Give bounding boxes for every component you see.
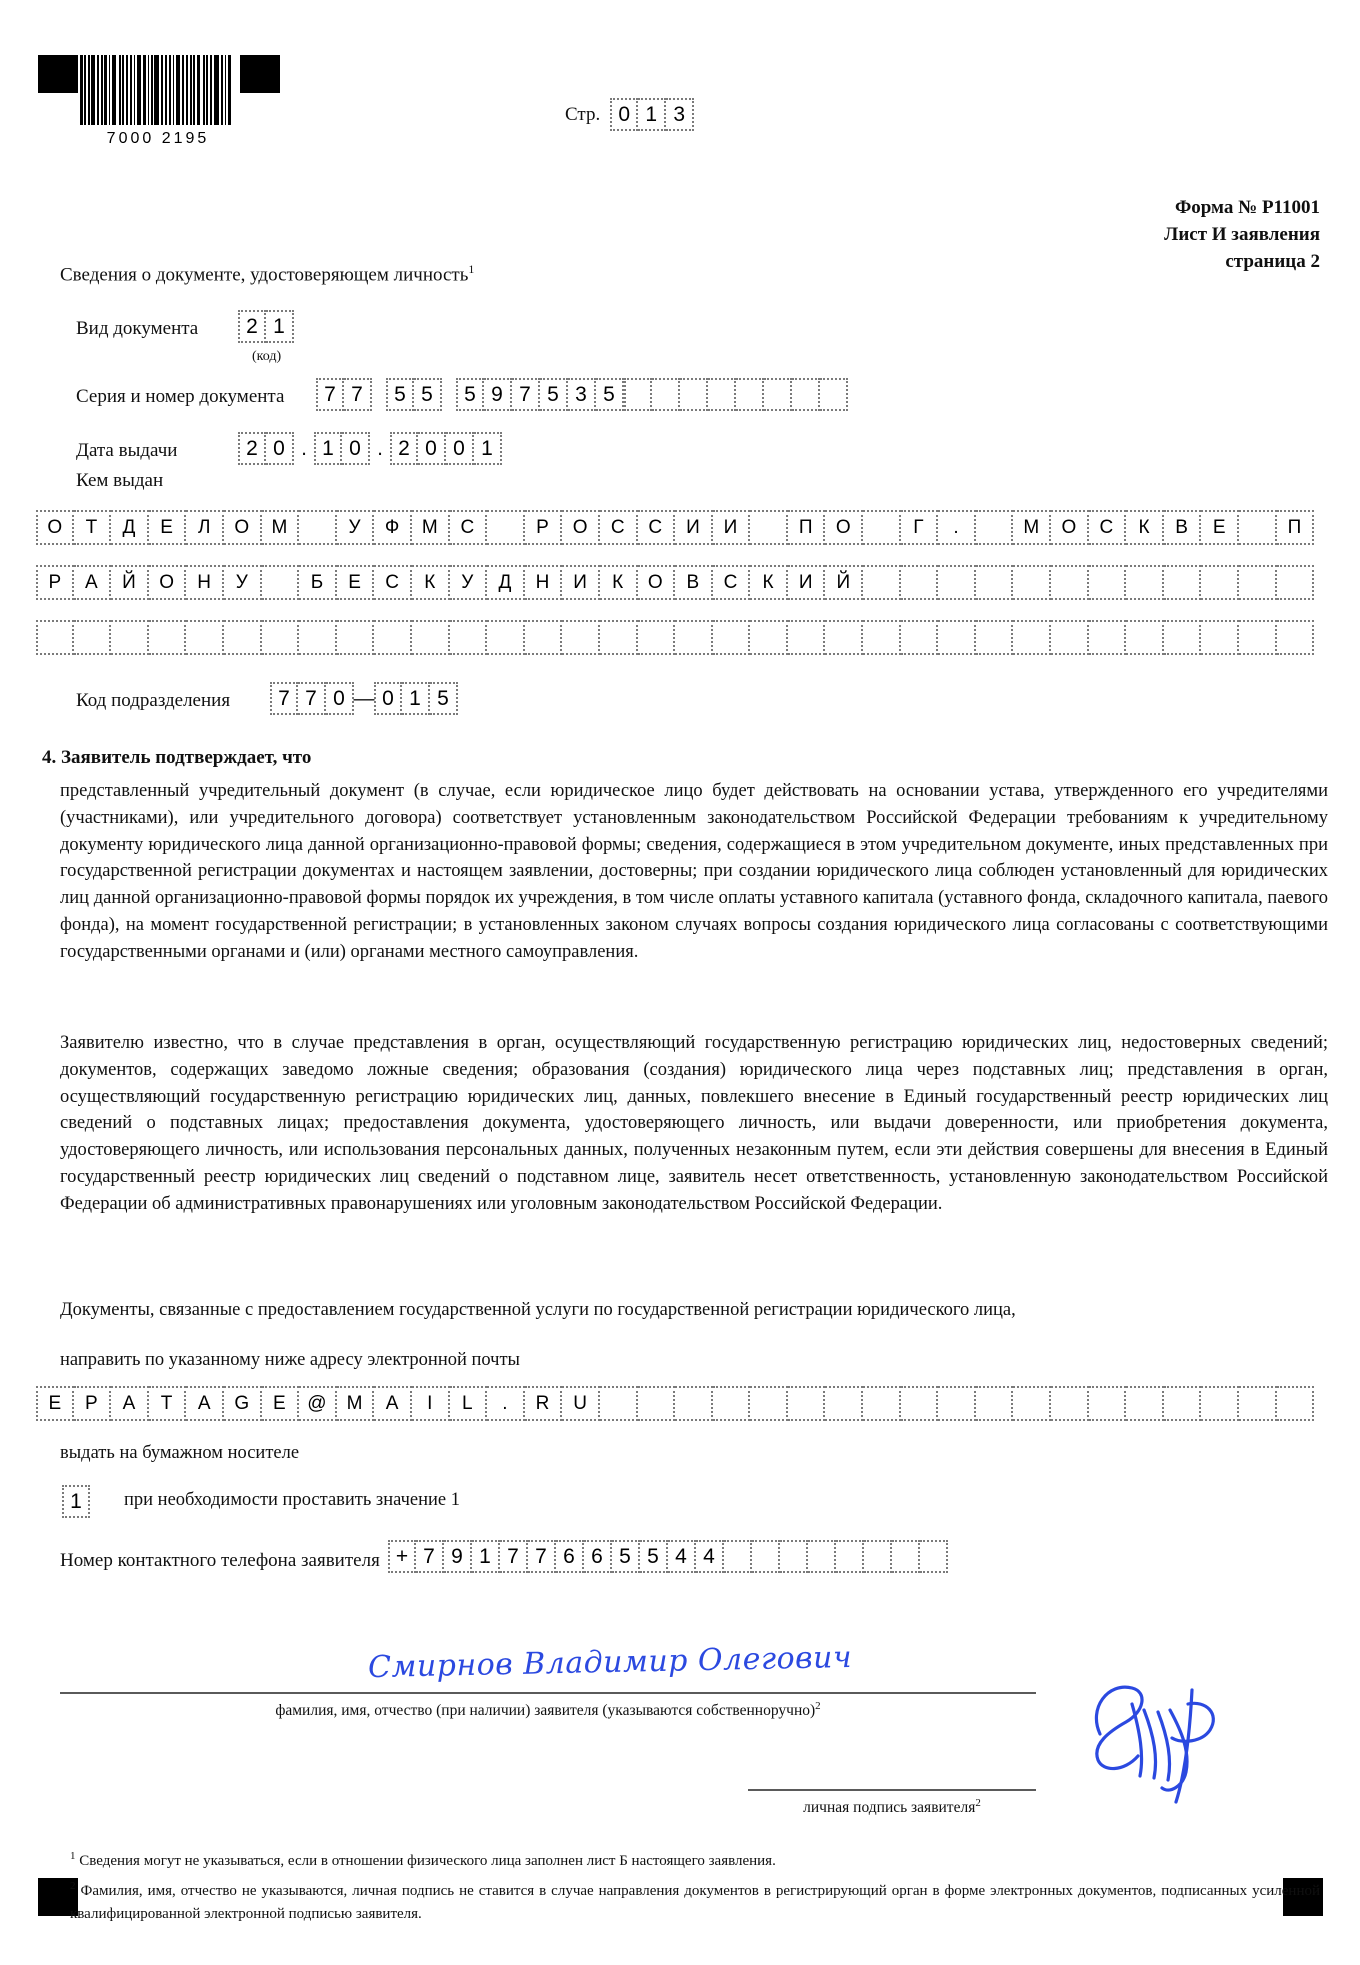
char-cell[interactable] bbox=[111, 620, 149, 655]
char-cell[interactable]: 0 bbox=[342, 432, 370, 465]
char-cell[interactable] bbox=[863, 620, 901, 655]
paper-flag-field[interactable] bbox=[62, 1485, 90, 1518]
char-cell[interactable] bbox=[901, 565, 939, 600]
char-cell[interactable]: Р bbox=[36, 565, 74, 600]
applicant-name-rule bbox=[60, 1692, 1036, 1694]
char-cell[interactable]: . bbox=[938, 510, 976, 545]
char-cell[interactable] bbox=[224, 620, 262, 655]
char-cell[interactable]: 0 bbox=[266, 432, 294, 465]
char-cell[interactable] bbox=[938, 620, 976, 655]
paper-flag-cells[interactable] bbox=[62, 1485, 90, 1518]
footnote-2-number: 2 bbox=[70, 1880, 76, 1892]
char-cell[interactable]: У bbox=[224, 565, 262, 600]
char-cell[interactable]: А bbox=[74, 565, 112, 600]
char-cell[interactable]: G bbox=[224, 1386, 262, 1421]
char-cell[interactable] bbox=[1089, 1386, 1127, 1421]
char-cell[interactable] bbox=[487, 510, 525, 545]
identity-section-footnote-marker: 1 bbox=[468, 262, 475, 276]
char-cell[interactable] bbox=[1164, 620, 1202, 655]
char-cell[interactable]: О bbox=[638, 565, 676, 600]
char-cell[interactable]: T bbox=[149, 1386, 187, 1421]
document-number-padding-cells[interactable] bbox=[624, 378, 848, 411]
char-cell[interactable]: 1 bbox=[62, 1485, 90, 1518]
char-cell[interactable] bbox=[1239, 1386, 1277, 1421]
date-separator-2: . bbox=[377, 436, 383, 460]
kod-note: (код) bbox=[252, 349, 282, 364]
series-cells-b[interactable] bbox=[386, 378, 442, 411]
char-cell[interactable] bbox=[1277, 565, 1315, 600]
char-cell[interactable]: И bbox=[788, 565, 826, 600]
page-number-label: Стр. bbox=[565, 103, 601, 125]
issued-by-line-1[interactable] bbox=[36, 510, 1314, 545]
char-cell[interactable]: 7 bbox=[512, 378, 540, 411]
char-cell[interactable] bbox=[1201, 620, 1239, 655]
barcode-number: 7000 2195 bbox=[106, 130, 210, 147]
char-cell[interactable]: К bbox=[750, 565, 788, 600]
form-title: Форма № Р11001 bbox=[1174, 197, 1320, 218]
section-4-title: 4. Заявитель подтверждает, что bbox=[42, 747, 312, 768]
doc-type-cells[interactable] bbox=[238, 310, 294, 343]
char-cell[interactable] bbox=[1164, 565, 1202, 600]
char-cell[interactable] bbox=[1201, 1386, 1239, 1421]
char-cell[interactable] bbox=[149, 620, 187, 655]
char-cell[interactable]: 1 bbox=[402, 682, 430, 715]
registration-mark-top-left bbox=[38, 55, 78, 93]
char-cell[interactable]: 5 bbox=[414, 378, 442, 411]
char-cell[interactable] bbox=[624, 378, 652, 411]
char-cell[interactable] bbox=[36, 620, 74, 655]
char-cell[interactable] bbox=[1239, 565, 1277, 600]
char-cell[interactable] bbox=[901, 620, 939, 655]
char-cell[interactable]: 2 bbox=[238, 310, 266, 343]
char-cell[interactable] bbox=[337, 620, 375, 655]
doc-type-field[interactable] bbox=[238, 310, 294, 343]
series-number-field[interactable] bbox=[316, 378, 848, 411]
char-cell[interactable]: 1 bbox=[472, 1540, 500, 1573]
char-cell[interactable]: С bbox=[638, 510, 676, 545]
issue-month-cells[interactable] bbox=[314, 432, 370, 465]
char-cell[interactable]: 6 bbox=[556, 1540, 584, 1573]
char-cell[interactable] bbox=[724, 1540, 752, 1573]
footnote-1-number: 1 bbox=[70, 1850, 76, 1862]
char-cell[interactable]: 7 bbox=[270, 682, 298, 715]
char-cell[interactable]: Н bbox=[186, 565, 224, 600]
char-cell[interactable]: 5 bbox=[612, 1540, 640, 1573]
char-cell[interactable]: Й bbox=[825, 565, 863, 600]
applicant-name-handwritten: Смирнов Владимир Олегович bbox=[367, 1639, 853, 1686]
char-cell[interactable]: 7 bbox=[298, 682, 326, 715]
identity-section-label-text: Сведения о документе, удостоверяющем личность bbox=[60, 264, 469, 286]
subdivision-code-field[interactable] bbox=[270, 682, 458, 715]
char-cell[interactable]: О bbox=[1051, 510, 1089, 545]
char-cell[interactable]: 3 bbox=[666, 98, 694, 131]
char-cell[interactable] bbox=[764, 378, 792, 411]
char-cell[interactable]: I bbox=[412, 1386, 450, 1421]
personal-signature-caption-text: личная подпись заявителя bbox=[803, 1799, 976, 1817]
char-cell[interactable]: С bbox=[1089, 510, 1127, 545]
char-cell[interactable] bbox=[976, 620, 1014, 655]
document-number-cells[interactable] bbox=[456, 378, 624, 411]
char-cell[interactable] bbox=[1013, 565, 1051, 600]
char-cell[interactable]: 0 bbox=[326, 682, 354, 715]
char-cell[interactable] bbox=[1164, 1386, 1202, 1421]
char-cell[interactable]: Д bbox=[487, 565, 525, 600]
char-cell[interactable] bbox=[525, 620, 563, 655]
char-cell[interactable]: С bbox=[600, 510, 638, 545]
char-cell[interactable] bbox=[675, 620, 713, 655]
char-cell[interactable]: . bbox=[487, 1386, 525, 1421]
char-cell[interactable]: 1 bbox=[638, 98, 666, 131]
issued-by-label: Кем выдан bbox=[76, 470, 164, 491]
issue-year-cells[interactable] bbox=[390, 432, 502, 465]
char-cell[interactable] bbox=[675, 1386, 713, 1421]
char-cell[interactable] bbox=[1277, 1386, 1315, 1421]
char-cell[interactable] bbox=[262, 565, 300, 600]
char-cell[interactable] bbox=[750, 620, 788, 655]
char-cell[interactable]: 9 bbox=[484, 378, 512, 411]
char-cell[interactable]: 3 bbox=[568, 378, 596, 411]
char-cell[interactable]: 5 bbox=[640, 1540, 668, 1573]
footnote-1 bbox=[70, 1848, 1320, 1873]
char-cell[interactable] bbox=[825, 1386, 863, 1421]
char-cell[interactable]: М bbox=[262, 510, 300, 545]
applicant-name-caption bbox=[60, 1700, 1036, 1720]
form-page: страница 2 bbox=[1225, 250, 1320, 272]
char-cell[interactable] bbox=[863, 1386, 901, 1421]
series-number-label: Серия и номер документа bbox=[76, 386, 285, 407]
char-cell[interactable]: M bbox=[337, 1386, 375, 1421]
section-4-paragraph-1: представленный учредительный документ (в случае, если юридическое лицо будет действовать на основании устава, утвержденного его учредителями (участниками), или учредительного договора) соответствует установленным законодательством Российской Федерации требованиям к учредительному документу юридического лица данной организационно-правовой формы; сведения, содержащиеся в этом учредительном документе, иных представленных при государственной регистрации документах и настоящем заявлении, достоверны; при создании юридического лица соблюден установленный для юридических лиц данной организационно-правовой формы порядок их учреждения, в том числе оплаты уставного капитала (уставного фонда, складочного капитала, паевого фонда), на момент государственной регистрации; в установленных законом случаях вопросы создания юридического лица согласованы с соответствующими государственными органами и (или) органами местного самоуправления. bbox=[60, 781, 1328, 962]
char-cell[interactable]: U bbox=[562, 1386, 600, 1421]
char-cell[interactable]: Р bbox=[525, 510, 563, 545]
char-cell[interactable] bbox=[713, 1386, 751, 1421]
char-cell[interactable] bbox=[638, 620, 676, 655]
char-cell[interactable] bbox=[938, 1386, 976, 1421]
char-cell[interactable]: К bbox=[412, 565, 450, 600]
char-cell[interactable] bbox=[792, 378, 820, 411]
char-cell[interactable] bbox=[892, 1540, 920, 1573]
char-cell[interactable] bbox=[825, 620, 863, 655]
footnote-1-text: Сведения могут не указываться, если в отношении физического лица заполнен лист Б настоящего заявления. bbox=[79, 1853, 776, 1869]
char-cell[interactable]: Г bbox=[901, 510, 939, 545]
char-cell[interactable]: 5 bbox=[430, 682, 458, 715]
char-cell[interactable]: 7 bbox=[416, 1540, 444, 1573]
char-cell[interactable]: Л bbox=[186, 510, 224, 545]
char-cell[interactable] bbox=[299, 620, 337, 655]
char-cell[interactable] bbox=[976, 565, 1014, 600]
char-cell[interactable] bbox=[562, 620, 600, 655]
issued-by-line-2[interactable] bbox=[36, 565, 1314, 600]
char-cell[interactable]: О bbox=[224, 510, 262, 545]
barcode bbox=[80, 55, 232, 125]
char-cell[interactable]: Т bbox=[74, 510, 112, 545]
issued-by-line-3[interactable] bbox=[36, 620, 1314, 655]
char-cell[interactable] bbox=[780, 1540, 808, 1573]
char-cell[interactable]: 0 bbox=[610, 98, 638, 131]
char-cell[interactable] bbox=[708, 378, 736, 411]
documents-delivery-line-2: направить по указанному ниже адресу электронной почты bbox=[60, 1350, 520, 1370]
char-cell[interactable]: A bbox=[374, 1386, 412, 1421]
char-cell[interactable]: Н bbox=[525, 565, 563, 600]
char-cell[interactable]: М bbox=[412, 510, 450, 545]
char-cell[interactable] bbox=[374, 620, 412, 655]
personal-signature-mark bbox=[1040, 1660, 1270, 1820]
char-cell[interactable]: О bbox=[562, 510, 600, 545]
char-cell[interactable]: П bbox=[788, 510, 826, 545]
issue-date-label: Дата выдачи bbox=[76, 440, 178, 461]
char-cell[interactable] bbox=[788, 1386, 826, 1421]
phone-cells[interactable] bbox=[388, 1540, 948, 1573]
char-cell[interactable] bbox=[836, 1540, 864, 1573]
doc-type-label: Вид документа bbox=[76, 318, 199, 339]
char-cell[interactable]: A bbox=[111, 1386, 149, 1421]
char-cell[interactable] bbox=[1239, 510, 1277, 545]
char-cell[interactable] bbox=[1201, 565, 1239, 600]
char-cell[interactable] bbox=[450, 620, 488, 655]
char-cell[interactable]: С bbox=[713, 565, 751, 600]
char-cell[interactable] bbox=[750, 510, 788, 545]
page-number-cells bbox=[610, 98, 694, 131]
char-cell[interactable] bbox=[1051, 620, 1089, 655]
char-cell[interactable]: 7 bbox=[500, 1540, 528, 1573]
char-cell[interactable]: 9 bbox=[444, 1540, 472, 1573]
page-number-field bbox=[565, 98, 694, 131]
form-header-block bbox=[1164, 195, 1320, 276]
identity-section-label bbox=[60, 262, 474, 286]
char-cell[interactable]: Й bbox=[111, 565, 149, 600]
char-cell[interactable] bbox=[808, 1540, 836, 1573]
char-cell[interactable] bbox=[863, 510, 901, 545]
subdivision-dash: — bbox=[353, 686, 375, 710]
form-sheet: Лист И заявления bbox=[1164, 223, 1320, 245]
char-cell[interactable] bbox=[788, 620, 826, 655]
char-cell[interactable]: О bbox=[36, 510, 74, 545]
issue-date-field[interactable] bbox=[238, 432, 502, 465]
char-cell[interactable] bbox=[1051, 1386, 1089, 1421]
char-cell[interactable]: П bbox=[1277, 510, 1315, 545]
char-cell[interactable] bbox=[487, 620, 525, 655]
barcode-space bbox=[231, 55, 233, 125]
char-cell[interactable]: Е bbox=[1201, 510, 1239, 545]
personal-signature-caption bbox=[748, 1797, 1036, 1817]
char-cell[interactable] bbox=[920, 1540, 948, 1573]
char-cell[interactable] bbox=[600, 1386, 638, 1421]
char-cell[interactable] bbox=[600, 620, 638, 655]
char-cell[interactable] bbox=[976, 510, 1014, 545]
char-cell[interactable]: 7 bbox=[344, 378, 372, 411]
char-cell[interactable] bbox=[938, 565, 976, 600]
char-cell[interactable] bbox=[752, 1540, 780, 1573]
char-cell[interactable]: 1 bbox=[314, 432, 342, 465]
char-cell[interactable]: 5 bbox=[540, 378, 568, 411]
char-cell[interactable]: К bbox=[1126, 510, 1164, 545]
char-cell[interactable]: @ bbox=[299, 1386, 337, 1421]
personal-signature-rule bbox=[748, 1789, 1036, 1791]
applicant-name-caption-text: фамилия, имя, отчество (при наличии) заявителя (указываются собственноручно) bbox=[275, 1702, 816, 1720]
char-cell[interactable] bbox=[864, 1540, 892, 1573]
char-cell[interactable] bbox=[713, 620, 751, 655]
phone-field[interactable] bbox=[388, 1540, 948, 1573]
char-cell[interactable] bbox=[1239, 620, 1277, 655]
char-cell[interactable]: К bbox=[600, 565, 638, 600]
documents-delivery-line-1: Документы, связанные с предоставлением государственной услуги по государственной регистрации юридического лица, bbox=[60, 1300, 1016, 1320]
char-cell[interactable]: Б bbox=[299, 565, 337, 600]
char-cell[interactable]: О bbox=[149, 565, 187, 600]
char-cell[interactable] bbox=[863, 565, 901, 600]
char-cell[interactable]: 1 bbox=[474, 432, 502, 465]
char-cell[interactable] bbox=[262, 620, 300, 655]
char-cell[interactable]: P bbox=[74, 1386, 112, 1421]
char-cell[interactable]: L bbox=[450, 1386, 488, 1421]
footnote-2-text: Фамилия, имя, отчество не указываются, личная подпись не ставится в случае направления документов в регистрирующий орган в форме электронных документов, подписанных усиленной квалифицированной электронной подписью заявителя. bbox=[70, 1883, 1320, 1922]
char-cell[interactable] bbox=[1126, 1386, 1164, 1421]
registration-mark-top-right bbox=[240, 55, 280, 93]
char-cell[interactable]: 2 bbox=[390, 432, 418, 465]
char-cell[interactable]: У bbox=[337, 510, 375, 545]
char-cell[interactable] bbox=[901, 1386, 939, 1421]
footnote-2 bbox=[70, 1878, 1320, 1925]
char-cell[interactable]: 6 bbox=[584, 1540, 612, 1573]
char-cell[interactable]: 4 bbox=[696, 1540, 724, 1573]
char-cell[interactable]: + bbox=[388, 1540, 416, 1573]
char-cell[interactable] bbox=[680, 378, 708, 411]
char-cell[interactable] bbox=[1013, 620, 1051, 655]
char-cell[interactable] bbox=[1277, 620, 1315, 655]
char-cell[interactable]: М bbox=[1013, 510, 1051, 545]
char-cell[interactable] bbox=[1126, 565, 1164, 600]
char-cell[interactable]: И bbox=[713, 510, 751, 545]
char-cell[interactable] bbox=[412, 620, 450, 655]
char-cell[interactable]: Д bbox=[111, 510, 149, 545]
char-cell[interactable] bbox=[1126, 620, 1164, 655]
char-cell[interactable] bbox=[1089, 620, 1127, 655]
series-cells-a[interactable] bbox=[316, 378, 372, 411]
char-cell[interactable]: И bbox=[562, 565, 600, 600]
char-cell[interactable]: И bbox=[675, 510, 713, 545]
char-cell[interactable]: Е bbox=[337, 565, 375, 600]
char-cell[interactable]: 5 bbox=[456, 378, 484, 411]
char-cell[interactable]: Ф bbox=[374, 510, 412, 545]
char-cell[interactable]: О bbox=[825, 510, 863, 545]
char-cell[interactable]: 2 bbox=[238, 432, 266, 465]
char-cell[interactable]: 7 bbox=[528, 1540, 556, 1573]
char-cell[interactable]: 7 bbox=[316, 378, 344, 411]
char-cell[interactable] bbox=[820, 378, 848, 411]
char-cell[interactable]: 5 bbox=[386, 378, 414, 411]
char-cell[interactable]: С bbox=[450, 510, 488, 545]
char-cell[interactable] bbox=[736, 378, 764, 411]
char-cell[interactable]: R bbox=[525, 1386, 563, 1421]
char-cell[interactable]: 4 bbox=[668, 1540, 696, 1573]
char-cell[interactable]: С bbox=[374, 565, 412, 600]
char-cell[interactable] bbox=[1089, 565, 1127, 600]
paper-delivery-label: выдать на бумажном носителе bbox=[60, 1443, 300, 1463]
char-cell[interactable]: A bbox=[186, 1386, 224, 1421]
applicant-name-caption-footnote: 2 bbox=[815, 1700, 821, 1712]
char-cell[interactable]: Е bbox=[149, 510, 187, 545]
paper-flag-note: при необходимости проставить значение 1 bbox=[124, 1490, 461, 1510]
personal-signature-caption-footnote: 2 bbox=[975, 1797, 981, 1809]
char-cell[interactable]: 1 bbox=[266, 310, 294, 343]
char-cell[interactable] bbox=[1051, 565, 1089, 600]
char-cell[interactable] bbox=[750, 1386, 788, 1421]
char-cell[interactable] bbox=[186, 620, 224, 655]
subdivision-code-label: Код подразделения bbox=[76, 690, 231, 711]
char-cell[interactable] bbox=[976, 1386, 1014, 1421]
phone-label: Номер контактного телефона заявителя bbox=[60, 1550, 380, 1571]
char-cell[interactable]: 0 bbox=[418, 432, 446, 465]
char-cell[interactable]: E bbox=[36, 1386, 74, 1421]
char-cell[interactable]: 5 bbox=[596, 378, 624, 411]
email-field[interactable] bbox=[36, 1386, 1314, 1421]
char-cell[interactable]: 0 bbox=[446, 432, 474, 465]
char-cell[interactable]: В bbox=[675, 565, 713, 600]
char-cell[interactable]: 0 bbox=[374, 682, 402, 715]
char-cell[interactable] bbox=[74, 620, 112, 655]
subdivision-code-part2[interactable] bbox=[374, 682, 458, 715]
char-cell[interactable]: У bbox=[450, 565, 488, 600]
char-cell[interactable] bbox=[299, 510, 337, 545]
issue-day-cells[interactable] bbox=[238, 432, 294, 465]
char-cell[interactable]: В bbox=[1164, 510, 1202, 545]
subdivision-code-part1[interactable] bbox=[270, 682, 354, 715]
char-cell[interactable] bbox=[638, 1386, 676, 1421]
char-cell[interactable] bbox=[1013, 1386, 1051, 1421]
char-cell[interactable]: E bbox=[262, 1386, 300, 1421]
section-4-paragraph-2: Заявителю известно, что в случае представления в орган, осуществляющий государственную регистрацию юридических лиц, недостоверных сведений; документов, содержащих заведомо ложные сведения; образования (создания) юридического лица через подставных лиц; представления в орган, осуществляющий государственную регистрацию юридических лиц, данных, повлекшего внесение в Единый государственный реестр юридических лиц сведений о подставных лицах; предоставления документа, удостоверяющего личность, или выдачи доверенности, или приобретения документа, удостоверяющего личность, или использования персональных данных, полученных незаконным путем, если эти действия совершены для внесения в Единый государственный реестр юридических лиц сведений о подставном лице, заявитель несет ответственность, установленную законодательством Российской Федерации об административных правонарушениях или уголовным законодательством Российской Федерации. bbox=[60, 1033, 1328, 1214]
char-cell[interactable] bbox=[652, 378, 680, 411]
date-separator-1: . bbox=[301, 436, 307, 460]
